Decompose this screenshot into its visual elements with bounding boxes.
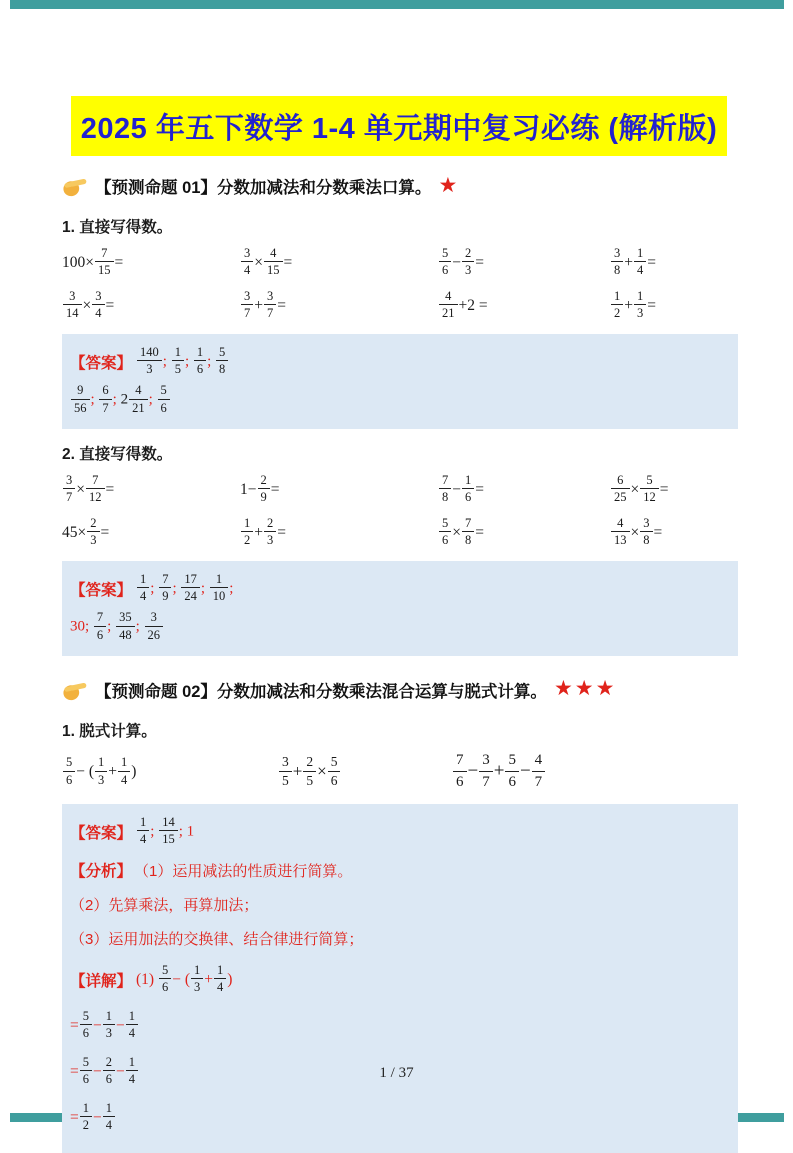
detail-step — [70, 1009, 730, 1043]
answer-line — [70, 816, 730, 848]
detail-line — [70, 963, 730, 997]
section-heading-02 — [62, 674, 738, 706]
answer-values: $\frac{1}{4}$ ; $\frac{14}{15}$ ; 1 — [136, 816, 194, 848]
answer-box-q1 — [62, 334, 738, 429]
math-expression: (1) $\frac{5}{6}$ − ( $\frac{1}{3}$ + $\frac{1}{4}$ ) — [136, 962, 233, 995]
analysis-text: （1）运用减法的性质进行简算。 — [134, 862, 353, 880]
section-heading-01 — [62, 170, 738, 202]
page-content — [62, 0, 738, 1153]
answer-label: 【答案】 — [70, 581, 133, 599]
answer-values: $\frac{140}{3}$ ; $\frac{1}{5}$ ; $\frac{1}{6}$ ; $\frac{5}{8}$ — [136, 346, 229, 378]
answer-label: 【答案】 — [70, 824, 133, 842]
answer-box-q2 — [62, 561, 738, 656]
analysis-line — [70, 861, 730, 882]
math-expression: $\frac{6}{25}$ × $\frac{5}{12}$ = — [610, 474, 738, 506]
detail-step — [70, 1101, 730, 1135]
q1-expression-row-1 — [62, 243, 738, 283]
answer-line — [70, 611, 730, 643]
analysis-line — [70, 895, 730, 916]
analysis-line — [70, 929, 730, 950]
answer-line — [70, 573, 730, 605]
math-expression: $\frac{3}{14}$ × $\frac{3}{4}$ = — [62, 290, 240, 322]
page-number: 1 / 37 — [379, 1065, 414, 1081]
math-expression: $\frac{3}{5}$ + $\frac{2}{5}$ × $\frac{5}{6}$ — [278, 755, 452, 790]
q2-expression-row-1 — [62, 470, 738, 510]
math-expression: $\frac{1}{2}$ + $\frac{2}{3}$ = — [240, 517, 438, 549]
math-expression: $\frac{5}{6}$ − $\frac{2}{3}$ = — [438, 247, 610, 279]
tuoshi-expression-row — [62, 752, 738, 794]
math-expression: 1− $\frac{2}{9}$ = — [240, 472, 280, 504]
math-expression: $\frac{5}{6}$ − ( $\frac{1}{3}$ + $\frac{1}{4}$ ) — [62, 756, 278, 788]
q1-expression-row-2 — [62, 286, 738, 326]
answer-values: $\frac{9}{56}$ ; $\frac{6}{7}$ ; 2 $\frac{4}{21}$ ; $\frac{5}{6}$ — [70, 384, 171, 416]
page-title: 2025 年五下数学 1-4 单元期中复习必练 (解析版) — [80, 112, 718, 145]
math-expression: $\frac{7}{6}$ − $\frac{3}{7}$ + $\frac{5}{6}$ − $\frac{4}{7}$ — [452, 753, 738, 791]
answer-label: 【答案】 — [70, 355, 133, 373]
difficulty-stars-1: ★ — [438, 173, 460, 197]
math-expression: $\frac{3}{4}$ × $\frac{4}{15}$ = — [240, 247, 438, 279]
math-expression: = $\frac{5}{6}$ − $\frac{1}{3}$ − $\frac{1}{4}$ — [70, 1010, 139, 1042]
detail-label: 【详解】 — [70, 972, 133, 990]
answer-values: $\frac{1}{4}$ ; $\frac{7}{9}$ ; $\frac{17}{24}$ ; $\frac{1}{10}$ ; — [136, 573, 233, 605]
pointing-finger-icon — [62, 678, 88, 702]
analysis-label: 【分析】 — [70, 862, 133, 880]
math-expression: 45× $\frac{2}{3}$ = — [62, 515, 110, 547]
section-01-label: 【预测命题 01】分数加减法和分数乘法口算。 — [95, 179, 432, 197]
math-expression: $\frac{3}{8}$ + $\frac{1}{4}$ = — [610, 247, 738, 279]
math-expression: $\frac{5}{6}$ × $\frac{7}{8}$ = — [438, 517, 610, 549]
math-expression: $\frac{1}{2}$ + $\frac{1}{3}$ = — [610, 290, 738, 322]
answer-line — [70, 384, 730, 416]
math-expression: 100× $\frac{7}{15}$ = — [62, 245, 124, 278]
answer-box-tuoshi — [62, 804, 738, 1153]
math-expression: $\frac{3}{7}$ + $\frac{3}{7}$ = — [240, 290, 438, 322]
math-expression: $\frac{3}{7}$ × $\frac{7}{12}$ = — [62, 474, 240, 506]
question-2-label: 2. 直接写得数。 — [62, 445, 173, 463]
question-1-label: 1. 直接写得数。 — [62, 219, 173, 236]
answer-values: 30; $\frac{7}{6}$ ; $\frac{35}{48}$ ; $\frac{3}{26}$ — [70, 611, 164, 643]
math-expression: = $\frac{1}{2}$ − $\frac{1}{4}$ — [70, 1102, 116, 1134]
document-title-banner — [71, 96, 727, 156]
difficulty-stars-3: ★★★ — [553, 677, 617, 700]
analysis-text: （3）运用加法的交换律、结合律进行简算； — [70, 930, 364, 948]
math-expression: $\frac{7}{8}$ − $\frac{1}{6}$ = — [438, 474, 610, 506]
section-02-label: 【预测命题 02】分数加减法和分数乘法混合运算与脱式计算。 — [95, 682, 547, 701]
answer-line — [70, 346, 730, 378]
math-expression: = $\frac{5}{6}$ − $\frac{2}{6}$ − $\frac{1}{4}$ — [70, 1056, 139, 1088]
math-expression: $\frac{4}{13}$ × $\frac{3}{8}$ = — [610, 517, 738, 549]
q2-expression-row-2 — [62, 513, 738, 553]
tuoshi-question-label: 1. 脱式计算。 — [62, 722, 157, 740]
pointing-finger-icon — [62, 174, 88, 198]
analysis-text: （2）先算乘法，再算加法； — [70, 896, 259, 914]
math-expression: $\frac{4}{21}$ +2 = — [438, 290, 610, 322]
